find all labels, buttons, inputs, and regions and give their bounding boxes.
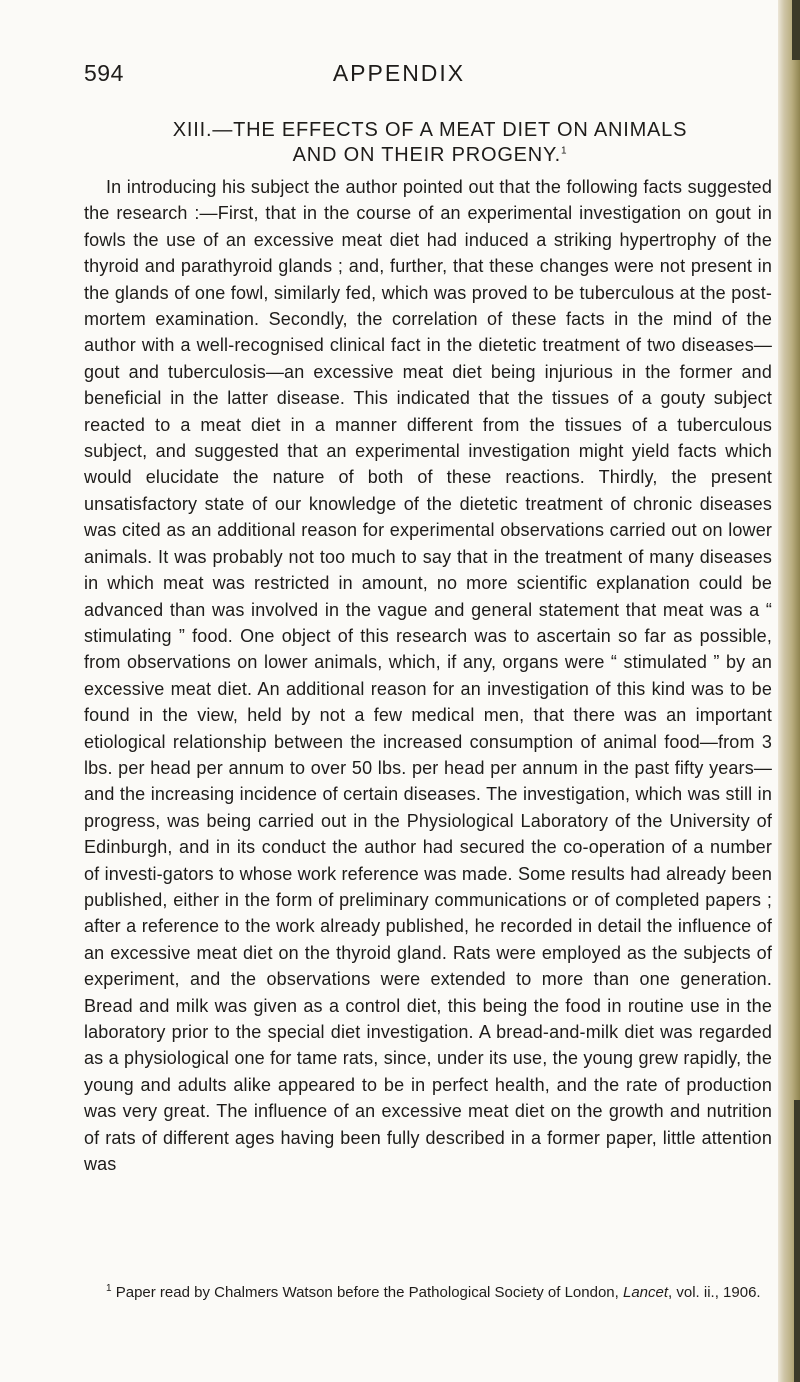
- section-heading-line-2: [90, 143, 770, 168]
- section-heading-line-2-text: AND ON THEIR PROGENY.: [292, 144, 561, 166]
- page-number: 594: [84, 60, 124, 86]
- section-heading-line-1: XIII.—THE EFFECTS OF A MEAT DIET ON ANIMALS: [172, 119, 688, 141]
- body-text: [84, 174, 772, 1177]
- footnote-text: Paper read by Chalmers Watson before the Pathological Society of London,: [115, 1284, 619, 1301]
- running-title: APPENDIX: [332, 60, 466, 86]
- footnote-journal: Lancet: [622, 1284, 669, 1301]
- running-head: [84, 60, 714, 94]
- page-edge-dark-strip: [794, 1100, 800, 1382]
- body-paragraph: In introducing his subject the author pointed out that the following facts suggested the research :—First, that in the course of an experimental investigation on gout in fowls the use of an excessive meat diet had induced a striking hypertrophy of the thyroid and parathyroid glands ; and, further, that these changes were not present in the glands of one fowl, similarly fed, which was proved to be tuberculous at the post-mortem examination. Secondly, the correlation of these facts in the mind of the author with a well-recognised clinical fact in the dietetic treatment of two diseases—gout and tuberculosis—an excessive meat diet being injurious in the former and beneficial in the latter disease. This indicated that the tissues of a gouty subject reacted to a meat diet in a manner different from the tissues of a tuberculous subject, and suggested that an experimental investigation might yield facts which would elucidate the nature of both of these reactions. Thirdly, the present unsatisfactory state of our knowledge of the dietetic treatment of chronic diseases was cited as an additional reason for experimental observations carried out on lower animals. It was probably not too much to say that in the treatment of many diseases in which meat was restricted in amount, no more scientific explanation could be advanced than was involved in the vague and general statement that meat was a “ stimulating ” food. One object of this research was to ascertain so far as possible, from observations on lower animals, which, if any, organs were “ stimulated ” by an excessive meat diet. An additional reason for an investigation of this kind was to be found in the view, held by not a few medical men, that there was an important etiological relationship between the increased consumption of animal food—from 3 lbs. per head per annum to over 50 lbs. per head per annum in the past fifty years—and the increasing incidence of certain diseases. The investigation, which was still in progress, was being carried out in the Physiological Laboratory of the University of Edinburgh, and in its conduct the author had secured the co-operation of a number of investi-gators to whose work reference was made. Some results had already been published, either in the form of preliminary communications or of completed papers ; after a reference to the work already published, he recorded in detail the influence of an excessive meat diet on the thyroid gland. Rats were employed as the subjects of experiment, and the observations were extended to more than one generation. Bread and milk was given as a control diet, this being the food in routine use in the laboratory prior to the special diet investigation. A bread-and-milk diet was regarded as a physiological one for tame rats, since, under its use, the young grew rapidly, the young and adults alike appeared to be in perfect health, and the rate of production was very great. The influence of an excessive meat diet on the growth and nutrition of rats of different ages having been fully described in a former paper, little attention was: [84, 177, 772, 1175]
- section-heading: [90, 118, 770, 168]
- page-edge-dark-strip: [792, 0, 800, 60]
- footnote-marker: 1: [106, 1283, 112, 1294]
- footnote-line: [84, 1283, 772, 1302]
- footnote: [84, 1283, 772, 1302]
- footnote-reference: 1: [560, 145, 568, 157]
- footnote-citation: , vol. ii., 1906.: [668, 1284, 761, 1301]
